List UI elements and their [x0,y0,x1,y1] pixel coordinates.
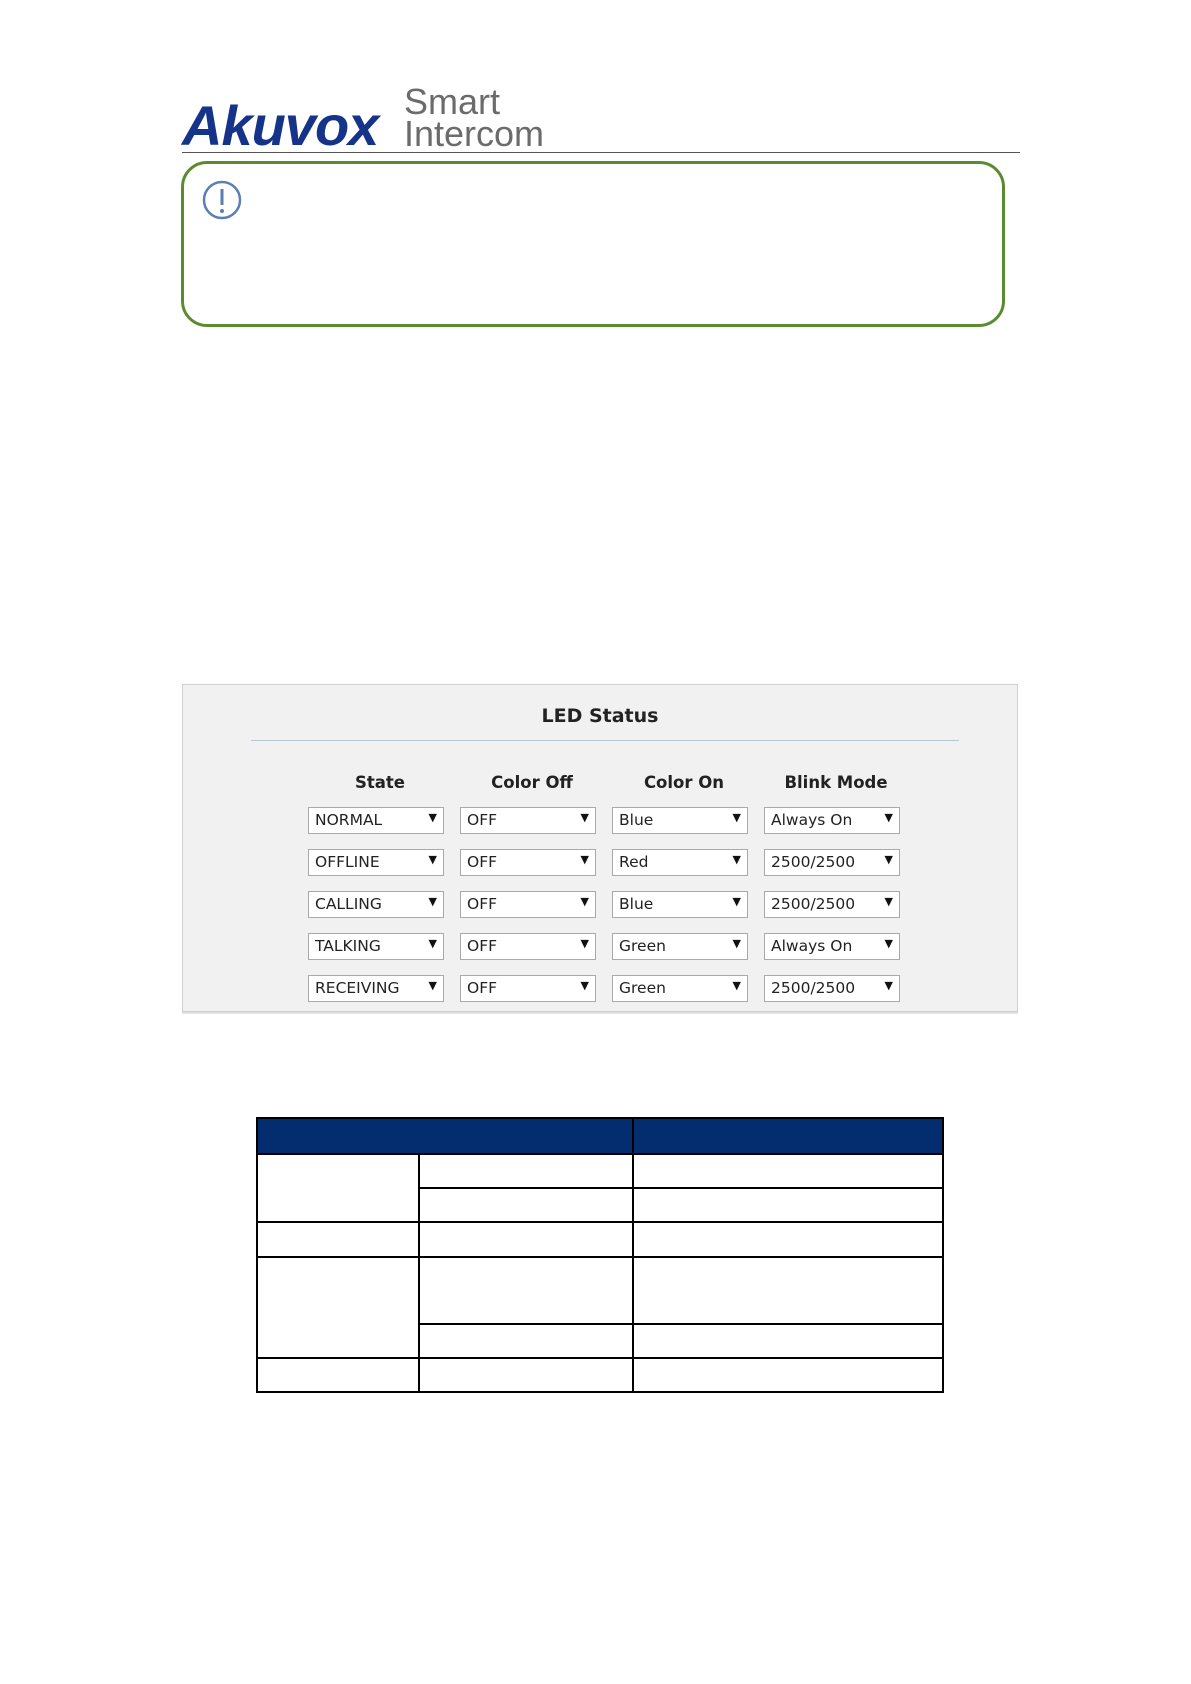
color-off-value: OFF [467,895,498,913]
dropdown-arrow-icon: ▼ [884,937,893,950]
blink-mode-select[interactable] [764,933,900,960]
led-status-title: LED Status [541,705,659,727]
dropdown-arrow-icon: ▼ [580,895,589,908]
column-header-state: State [355,773,405,792]
dropdown-arrow-icon: ▼ [732,853,741,866]
state-value: TALKING [315,937,381,955]
table-row-divider [258,1221,942,1223]
blink-mode-select[interactable] [764,891,900,918]
dropdown-arrow-icon: ▼ [580,937,589,950]
state-value: RECEIVING [315,979,400,997]
blink-mode-select[interactable] [764,807,900,834]
table-row-divider [418,1187,942,1189]
blink-mode-value: Always On [771,811,853,829]
blink-mode-value: 2500/2500 [771,979,856,997]
dropdown-arrow-icon: ▼ [884,811,893,824]
column-header-blink-mode: Blink Mode [784,773,888,792]
color-off-value: OFF [467,979,498,997]
color-off-value: OFF [467,853,498,871]
dropdown-arrow-icon: ▼ [884,853,893,866]
dropdown-arrow-icon: ▼ [884,979,893,992]
color-on-select[interactable] [612,891,748,918]
header-divider [182,152,1020,153]
dropdown-arrow-icon: ▼ [428,937,437,950]
color-on-select[interactable] [612,975,748,1002]
color-off-select[interactable] [460,849,596,876]
color-on-value: Green [619,937,666,955]
dropdown-arrow-icon: ▼ [428,979,437,992]
blink-mode-value: 2500/2500 [771,853,856,871]
dropdown-arrow-icon: ▼ [732,937,741,950]
column-header-color-off: Color Off [491,773,573,792]
logo-tagline-intercom: Intercom [404,113,545,154]
color-on-value: Red [619,853,649,871]
color-on-select[interactable] [612,807,748,834]
parameter-table [256,1117,944,1393]
blink-mode-select[interactable] [764,975,900,1002]
color-on-select[interactable] [612,933,748,960]
table-row-divider [258,1256,942,1258]
state-select[interactable] [308,933,444,960]
state-value: NORMAL [315,811,383,829]
dropdown-arrow-icon: ▼ [580,979,589,992]
logo-wordmark: Akuvox [182,94,379,157]
state-select[interactable] [308,849,444,876]
dropdown-arrow-icon: ▼ [428,895,437,908]
color-on-select[interactable] [612,849,748,876]
led-status-divider [251,740,959,741]
note-callout [181,161,1005,327]
dropdown-arrow-icon: ▼ [732,895,741,908]
color-off-value: OFF [467,937,498,955]
exclamation-circle-icon [202,180,242,220]
table-header-row [258,1119,942,1153]
dropdown-arrow-icon: ▼ [580,811,589,824]
dropdown-arrow-icon: ▼ [732,979,741,992]
color-off-select[interactable] [460,807,596,834]
color-on-value: Green [619,979,666,997]
table-column-divider [632,1119,634,1391]
color-on-value: Blue [619,895,654,913]
color-off-value: OFF [467,811,498,829]
led-status-panel [182,684,1018,1012]
dropdown-arrow-icon: ▼ [428,853,437,866]
dropdown-arrow-icon: ▼ [428,811,437,824]
state-value: OFFLINE [315,853,380,871]
logo-tagline-smart: Smart [404,81,501,122]
state-select[interactable] [308,807,444,834]
color-off-select[interactable] [460,933,596,960]
blink-mode-value: 2500/2500 [771,895,856,913]
color-off-select[interactable] [460,891,596,918]
akuvox-logo [182,81,545,157]
blink-mode-value: Always On [771,937,853,955]
dropdown-arrow-icon: ▼ [580,853,589,866]
state-select[interactable] [308,975,444,1002]
dropdown-arrow-icon: ▼ [732,811,741,824]
table-column-divider [418,1153,420,1391]
state-select[interactable] [308,891,444,918]
table-row-divider [418,1323,942,1325]
table-row-divider [258,1357,942,1359]
blink-mode-select[interactable] [764,849,900,876]
dropdown-arrow-icon: ▼ [884,895,893,908]
color-off-select[interactable] [460,975,596,1002]
state-value: CALLING [315,895,382,913]
table-row-divider [258,1153,942,1155]
column-header-color-on: Color On [643,773,725,792]
color-on-value: Blue [619,811,654,829]
